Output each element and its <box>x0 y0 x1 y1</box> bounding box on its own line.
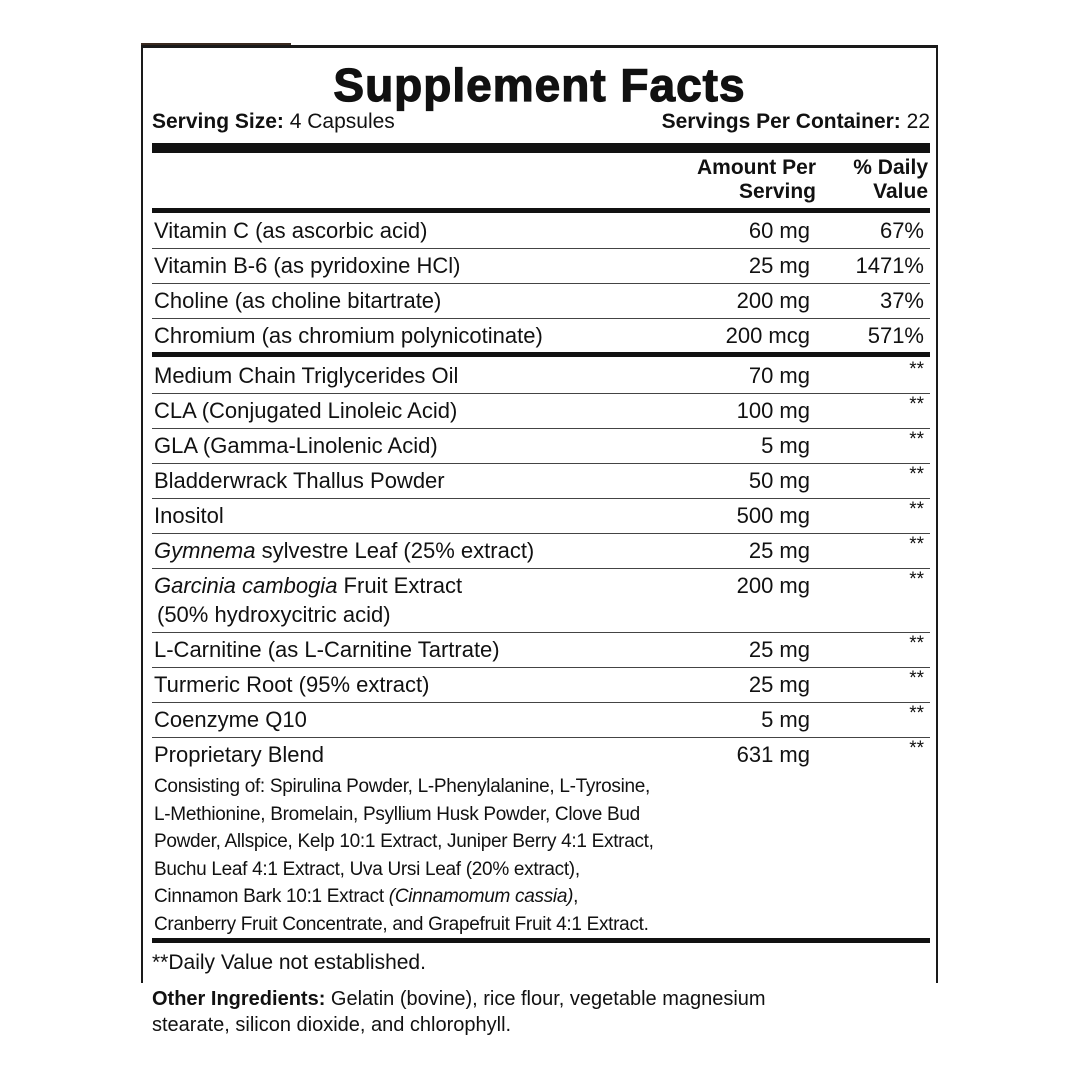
ingredient-name: GLA (Gamma-Linolenic Acid) <box>154 433 438 458</box>
ingredient-name: Proprietary Blend <box>154 742 324 767</box>
footnote: **Daily Value not established. <box>152 951 426 974</box>
ingredient-daily-value: ** <box>909 738 924 759</box>
ingredient-daily-value: ** <box>909 464 924 485</box>
other-ingredients-text: Gelatin (bovine), rice flour, vegetable magnesium <box>325 988 766 1010</box>
header-amount-line2: Serving <box>738 180 816 203</box>
other-ingredients-line1 <box>152 986 942 1012</box>
ingredient-name-line2: (50% hydroxycitric acid) <box>157 602 391 627</box>
ingredient-daily-value: ** <box>909 534 924 555</box>
ingredient-amount: 500 mg <box>736 503 810 528</box>
serving-info <box>152 110 930 134</box>
panel-title: Supplement Facts <box>333 59 746 111</box>
divider-medium <box>152 208 930 213</box>
ingredient-daily-value: ** <box>909 394 924 415</box>
nutrient-amount: 60 mg <box>748 218 810 243</box>
divider-thin <box>152 393 930 394</box>
ingredient-name <box>154 538 534 564</box>
nutrient-amount: 25 mg <box>748 253 810 278</box>
ingredient-amount: 70 mg <box>748 363 810 388</box>
ingredient-name: Inositol <box>154 503 224 528</box>
ingredient-name-rest: Fruit Extract <box>337 573 463 598</box>
ingredient-name <box>154 573 462 599</box>
ingredient-name: Turmeric Root (95% extract) <box>154 672 430 697</box>
ingredient-name: Bladderwrack Thallus Powder <box>154 468 445 493</box>
nutrient-amount: 200 mg <box>736 288 810 313</box>
ingredient-daily-value: ** <box>909 359 924 380</box>
divider-thin <box>152 632 930 633</box>
ingredient-amount: 631 mg <box>736 742 810 767</box>
divider-thin <box>152 667 930 668</box>
supplement-facts-panel <box>141 45 938 983</box>
ingredient-daily-value: ** <box>909 569 924 590</box>
header-daily-value <box>853 156 928 204</box>
ingredient-daily-value: ** <box>909 668 924 689</box>
ingredient-amount: 5 mg <box>761 707 810 732</box>
nutrient-name: Chromium (as chromium polynicotinate) <box>154 323 543 348</box>
ingredient-name: L-Carnitine (as L-Carnitine Tartrate) <box>154 637 500 662</box>
divider-thin <box>152 737 930 738</box>
ingredient-daily-value: ** <box>909 703 924 724</box>
divider-thin <box>152 318 930 319</box>
ingredient-amount: 100 mg <box>736 398 810 423</box>
ingredient-name-italic: Garcinia cambogia <box>154 573 338 598</box>
servings-per-container-label: Servings Per Container: <box>661 110 901 133</box>
ingredient-daily-value: ** <box>909 633 924 654</box>
header-amount-line1: Amount Per <box>696 156 816 179</box>
divider-thin <box>152 702 930 703</box>
blend-line-italic: (Cinnamomum cassia) <box>388 886 574 907</box>
serving-size-label: Serving Size: <box>152 110 284 133</box>
ingredient-name: Coenzyme Q10 <box>154 707 307 732</box>
ingredient-name-rest: sylvestre Leaf (25% extract) <box>255 538 535 563</box>
ingredient-amount: 200 mg <box>736 573 810 598</box>
divider-thin <box>152 568 930 569</box>
other-ingredients-text: stearate, silicon dioxide, and chlorophyll. <box>152 1014 512 1036</box>
ingredient-amount: 25 mg <box>748 672 810 697</box>
nutrient-name: Choline (as choline bitartrate) <box>154 288 442 313</box>
nutrient-daily-value: 1471% <box>855 253 924 278</box>
header-dv-line1: % Daily <box>853 156 928 179</box>
divider-medium <box>152 938 930 943</box>
header-amount-per-serving <box>697 156 816 204</box>
serving-size <box>152 110 395 134</box>
blend-line: Cranberry Fruit Concentrate, and Grapefruit Fruit 4:1 Extract. <box>154 913 649 935</box>
ingredient-amount: 50 mg <box>748 468 810 493</box>
other-ingredients-label: Other Ingredients: <box>152 988 326 1010</box>
nutrient-name: Vitamin B-6 (as pyridoxine HCl) <box>154 253 461 278</box>
ingredient-amount: 25 mg <box>748 637 810 662</box>
blend-line: Consisting of: Spirulina Powder, L-Phenylalanine, L-Tyrosine, <box>154 776 651 797</box>
divider-thin <box>152 533 930 534</box>
divider-thin <box>152 428 930 429</box>
ingredient-daily-value: ** <box>909 499 924 520</box>
blend-line: L-Methionine, Bromelain, Psyllium Husk Powder, Clove Bud <box>154 803 640 825</box>
blend-line-text: , <box>573 886 579 907</box>
other-ingredients <box>152 986 942 1038</box>
divider-medium <box>152 352 930 357</box>
nutrient-amount: 200 mcg <box>725 323 810 348</box>
nutrient-daily-value: 67% <box>879 218 924 243</box>
divider-thick <box>152 143 930 153</box>
nutrient-daily-value: 571% <box>867 323 924 348</box>
ingredient-daily-value: ** <box>909 429 924 450</box>
serving-size-value: 4 Capsules <box>289 110 395 133</box>
ingredient-name: CLA (Conjugated Linoleic Acid) <box>154 398 458 423</box>
ingredient-name-italic: Gymnema <box>154 538 256 563</box>
servings-per-container-value: 22 <box>906 110 930 133</box>
blend-line: Powder, Allspice, Kelp 10:1 Extract, Juniper Berry 4:1 Extract, <box>154 831 654 852</box>
nutrient-name: Vitamin C (as ascorbic acid) <box>154 218 428 243</box>
proprietary-blend-ingredients <box>154 773 754 938</box>
blend-line <box>154 883 754 911</box>
servings-per-container <box>662 110 930 134</box>
nutrient-daily-value: 37% <box>879 288 924 313</box>
divider-thin <box>152 248 930 249</box>
divider-thin <box>152 283 930 284</box>
header-dv-line2: Value <box>873 180 928 203</box>
ingredient-amount: 5 mg <box>761 433 810 458</box>
ingredient-name: Medium Chain Triglycerides Oil <box>154 363 459 388</box>
blend-line-text: Cinnamon Bark 10:1 Extract <box>154 886 389 907</box>
divider-thin <box>152 463 930 464</box>
blend-line: Buchu Leaf 4:1 Extract, Uva Ursi Leaf (20% extract), <box>154 858 580 880</box>
divider-thin <box>152 498 930 499</box>
ingredient-amount: 25 mg <box>748 538 810 563</box>
